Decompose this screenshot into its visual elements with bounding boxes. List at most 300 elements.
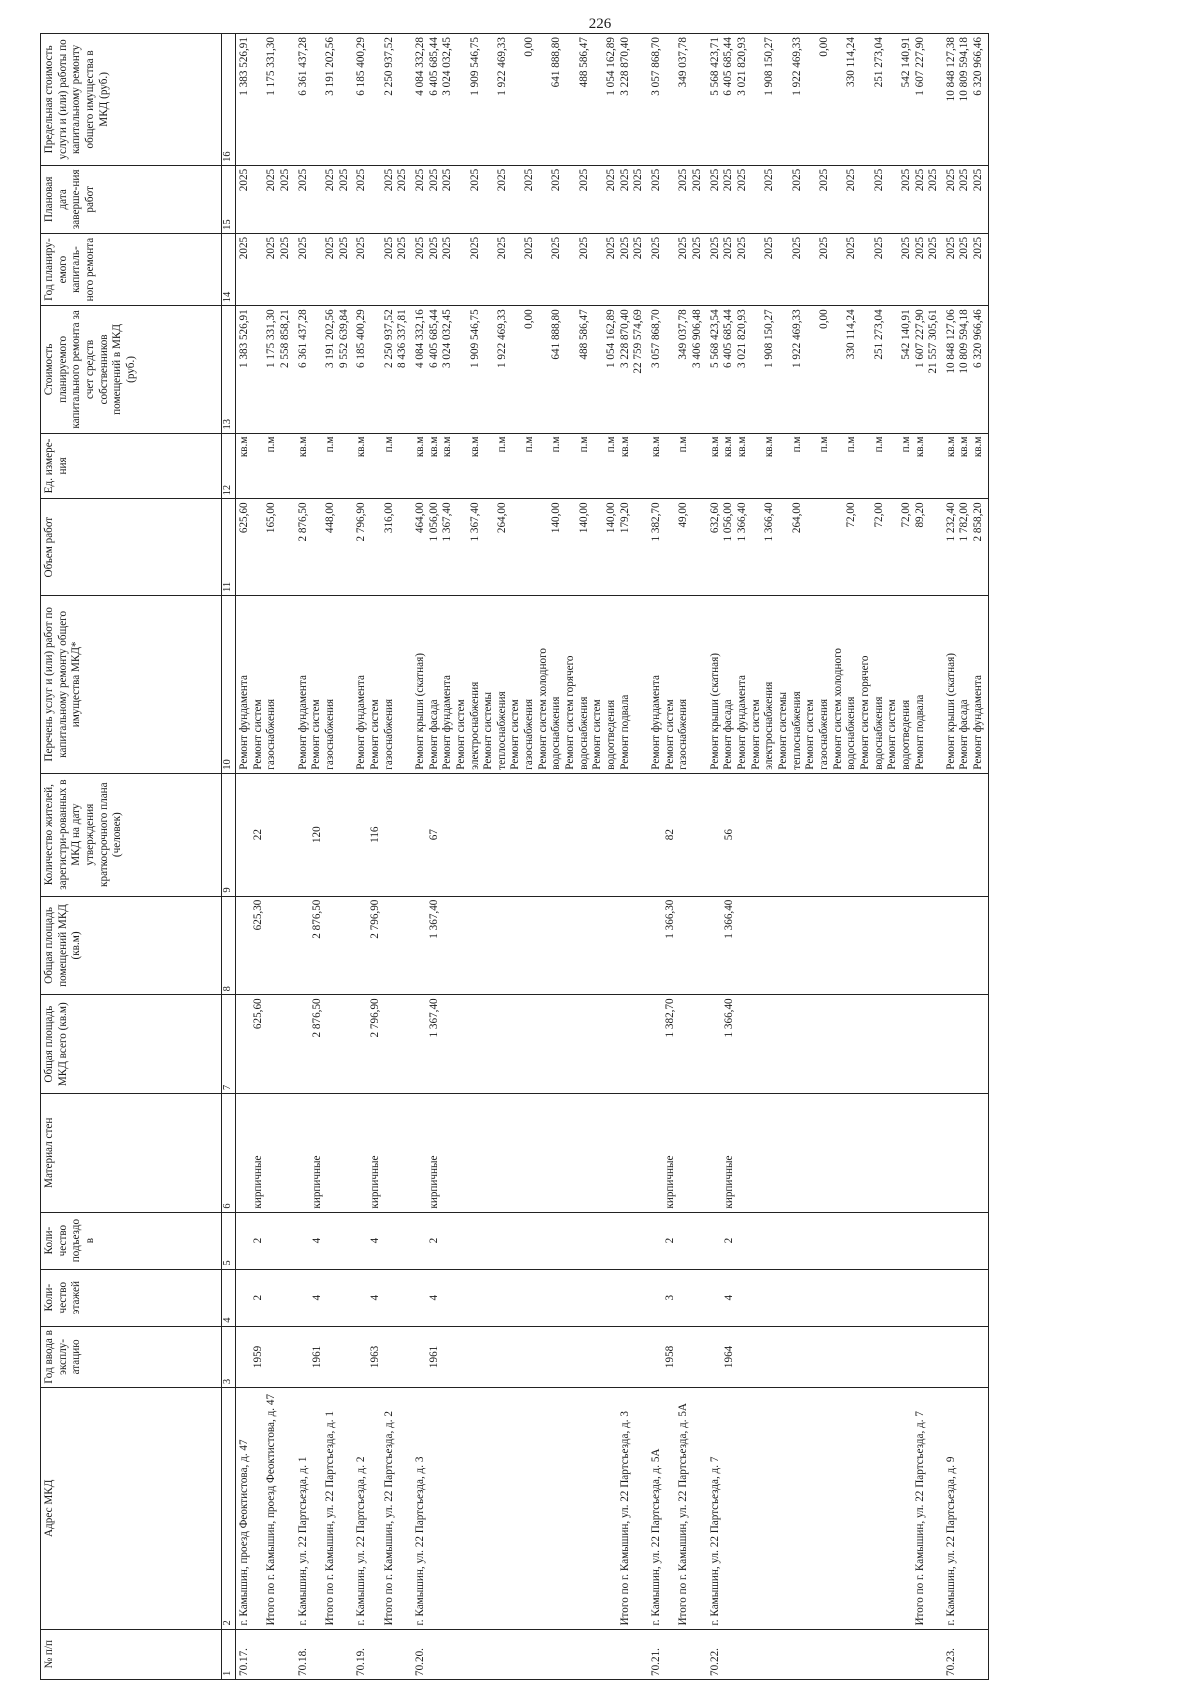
limit-cost-cell [236,34,295,166]
wall-material: кирпичные [427,1155,440,1209]
line-spacer [804,502,818,592]
column-number: 1 [222,1629,236,1679]
line-spacer [537,37,551,162]
line-spacer [564,237,578,302]
line-spacer [664,237,678,302]
repair-year-cell [648,233,707,305]
work-volume: 72,00 [872,502,885,528]
work-volume: 316,00 [382,502,395,534]
total-end-date: 2025 [396,168,409,192]
line-spacer [564,502,578,592]
total-area-cell [236,995,295,1094]
work-name: Ремонт систем холодного [536,648,549,770]
floors-count-cell [648,1269,707,1326]
work-name: газоснабжения [677,698,690,770]
table-row [648,34,707,1680]
row-number: 70.19. [355,1648,368,1676]
work-name: Ремонт фасада [722,699,735,770]
work-cost: 251 273,04 [872,309,885,360]
work-end-date: 2025 [382,168,395,192]
unit-cell [943,433,988,499]
wall-material-cell [353,1094,412,1213]
work-name: Ремонт фундамента [650,675,663,770]
line-spacer [252,237,266,302]
wall-material: кирпичные [664,1155,677,1209]
column-number: 4 [222,1269,236,1326]
total-label: Итого по г. Камышин, ул. 22 Партсъезда, д. 5А [677,1403,690,1626]
floors-count-cell [236,1269,295,1326]
header-row [41,34,222,1680]
wall-material-cell [412,1094,648,1213]
floors-count: 4 [310,1294,323,1301]
work-unit: п.м [899,436,912,453]
entrances-count-cell [412,1212,648,1269]
floors-count-cell [412,1269,648,1326]
floors-count: 2 [252,1294,264,1301]
work-unit: п.м [872,436,885,453]
column-header: Общая площадь помещений МКД (кв.м) [41,896,222,995]
work-limit-cost: 3 228 870,40 [618,37,631,96]
line-spacer [886,237,900,302]
total-end-date: 2025 [632,168,645,192]
line-spacer [369,37,383,162]
column-header: Перечень услуг и (или) работ по капитальному ремонту общего имущества МКД* [41,595,222,773]
work-repair-year: 2025 [790,236,803,260]
total-area: 2 796,90 [369,998,382,1038]
work-unit: кв.м [958,436,971,458]
work-unit: кв.м [468,436,481,458]
rooms-area-cell [295,896,354,995]
line-spacer [750,37,764,162]
work-cost: 6 405 685,44 [722,309,735,368]
work-end-date: 2025 [677,168,690,192]
total-area: 625,60 [252,998,264,1030]
work-unit: п.м [523,436,536,453]
line-spacer [537,502,551,592]
works-cell [943,595,988,773]
work-repair-year: 2025 [265,236,278,260]
line-spacer [591,437,605,496]
line-spacer [509,309,523,429]
unit-cell [648,433,707,499]
entrances-count-cell [353,1212,412,1269]
line-spacer [369,437,383,496]
work-repair-year: 2025 [605,236,618,260]
work-limit-cost: 6 361 437,28 [296,37,309,96]
line-spacer [777,169,791,230]
line-spacer [455,169,469,230]
work-repair-year: 2025 [323,236,336,260]
work-repair-year: 2025 [722,236,735,260]
residents-count: 82 [664,829,677,841]
work-limit-cost: 4 084 332,28 [413,37,426,96]
work-repair-year: 2025 [817,236,830,260]
address-spacer [958,1391,972,1625]
column-number: 9 [222,773,236,896]
work-volume: 1 056,00 [722,502,735,542]
work-limit-cost: 1 175 331,30 [265,37,278,96]
work-cost: 3 057 868,70 [650,309,663,368]
total-label: Итого по г. Камышин, проезд Феоктистова, д. 47 [265,1393,278,1626]
work-name: Ремонт систем [804,699,817,770]
work-cost: 2 250 937,52 [382,309,395,368]
rooms-area: 1 367,40 [427,899,440,939]
column-number: 6 [222,1094,236,1213]
work-volume: 464,00 [413,502,426,534]
cost-cell [648,306,707,433]
work-end-date: 2025 [735,168,748,192]
page-number: 226 [588,16,612,32]
work-name: Ремонт систем [454,699,467,770]
work-limit-cost: 6 320 966,46 [972,37,985,96]
work-end-date: 2025 [238,168,250,192]
end-date-cell [648,165,707,233]
rooms-area-cell [707,896,943,995]
column-number: 2 [222,1388,236,1629]
end-date-cell [295,165,354,233]
work-limit-cost: 0,00 [817,37,830,57]
work-cost: 1 908 150,27 [763,309,776,368]
cost-cell [707,306,943,433]
line-spacer [886,502,900,592]
repair-year-cell [236,233,295,305]
work-unit: кв.м [413,436,426,458]
work-end-date: 2025 [763,168,776,192]
row-number: 70.23. [944,1648,957,1676]
total-end-date: 2025 [691,168,703,192]
work-cost: 6 320 966,46 [972,309,985,368]
line-spacer [804,309,818,429]
line-spacer [859,437,873,496]
column-header: № п/п [41,1629,222,1679]
work-unit: кв.м [238,436,250,458]
work-name: водоснабжения [845,696,858,770]
commission-year: 1959 [252,1345,264,1369]
line-spacer [664,37,678,162]
line-spacer [859,169,873,230]
work-cost: 5 568 423,54 [708,309,721,368]
work-volume: 89,20 [913,502,926,528]
column-number: 7 [222,995,236,1094]
work-repair-year: 2025 [845,236,858,260]
work-end-date: 2025 [944,168,957,192]
work-cost: 1 922 469,33 [790,309,803,368]
line-spacer [509,237,523,302]
column-number: 15 [222,165,236,233]
line-spacer [591,502,605,592]
address-spacer [369,1391,383,1625]
work-name: Ремонт систем [886,699,899,770]
work-volume: 2 796,90 [355,502,368,542]
line-spacer [832,309,846,429]
work-volume: 2 876,50 [296,502,309,542]
line-spacer [482,37,496,162]
work-volume: 49,00 [677,502,690,528]
line-spacer [859,502,873,592]
work-limit-cost: 1 054 162,89 [605,37,618,96]
total-end-date: 2025 [278,168,291,192]
repair-year-cell [295,233,354,305]
work-volume: 632,60 [708,502,721,534]
limit-cost-cell [648,34,707,166]
work-limit-cost: 0,00 [523,37,536,57]
row-number: 70.18. [296,1648,309,1676]
work-volume: 179,20 [618,502,631,534]
address-cell [707,1388,943,1629]
work-name: Ремонт системы [482,691,495,770]
total-label: Итого по г. Камышин, ул. 22 Партсъезда, д. 1 [323,1411,336,1626]
residents-count: 67 [427,829,440,841]
total-area-cell [295,995,354,1094]
work-name: Ремонт фундамента [238,675,250,770]
work-volume: 1 056,00 [427,502,440,542]
work-end-date: 2025 [523,168,536,192]
work-limit-cost: 251 273,04 [872,37,885,88]
work-name: электроснабжения [468,681,481,770]
column-header: Количество жителей, зарегистри-рованных в МКД на дату утверждения краткосрочного плана (человек) [41,773,222,896]
column-number: 5 [222,1212,236,1269]
line-spacer [777,309,791,429]
line-spacer [564,37,578,162]
address-cell [236,1388,295,1629]
work-name: Ремонт систем [509,699,522,770]
floors-count: 4 [369,1294,382,1301]
work-repair-year: 2025 [495,236,508,260]
line-spacer [777,437,791,496]
work-repair-year: 2025 [872,236,885,260]
work-unit: кв.м [944,436,957,458]
end-date-cell [943,165,988,233]
table-row [353,34,412,1680]
line-spacer [509,437,523,496]
work-name: водоснабжения [577,696,590,770]
work-volume: 140,00 [605,502,618,534]
work-cost: 488 586,47 [577,309,590,360]
address-spacer [664,1391,678,1625]
work-end-date: 2025 [817,168,830,192]
commission-year: 1961 [427,1345,440,1369]
work-repair-year: 2025 [899,236,912,260]
entrances-count: 4 [310,1237,323,1244]
address-cell [412,1388,648,1629]
work-limit-cost: 3 024 032,45 [441,37,454,96]
total-label: Итого по г. Камышин, ул. 22 Партсъезда, д. 7 [914,1411,927,1626]
work-limit-cost: 10 809 594,18 [958,37,971,102]
work-repair-year: 2025 [763,236,776,260]
work-name: Ремонт фасада [958,699,971,770]
residents-count-cell [648,773,707,896]
work-limit-cost: 488 586,47 [577,37,590,88]
column-header: Коли-чество этажей [41,1269,222,1326]
volume-cell [648,499,707,596]
address-spacer [252,1391,266,1625]
work-name: Ремонт фундамента [735,675,748,770]
floors-count-cell [707,1269,943,1326]
residents-count-cell [353,773,412,896]
table-body [236,34,989,1680]
address-spacer [428,1391,620,1625]
work-cost: 3 024 032,45 [441,309,454,368]
work-name: теплоснабжения [790,691,803,770]
limit-cost-cell [707,34,943,166]
line-spacer [310,502,324,592]
work-unit: п.м [265,436,278,453]
work-volume [818,502,832,592]
work-unit: п.м [495,436,508,453]
work-volume: 1 366,40 [763,502,776,542]
line-spacer [252,502,266,592]
work-name: Ремонт крыши (скатная) [944,653,957,770]
work-limit-cost: 1 908 150,27 [763,37,776,96]
work-repair-year: 2025 [972,236,985,260]
column-header: Коли-чество подъездо в [41,1212,222,1269]
rotated-table-container [40,33,1200,1680]
line-spacer [886,37,900,162]
line-spacer [804,437,818,496]
total-cost: 3 406 906,48 [691,309,703,368]
wall-material: кирпичные [310,1155,323,1209]
work-cost: 1 909 546,75 [468,309,481,368]
work-repair-year: 2025 [958,236,971,260]
volume-cell [943,499,988,596]
work-limit-cost: 6 405 685,44 [722,37,735,96]
line-spacer [750,437,764,496]
work-end-date: 2025 [355,168,368,192]
total-repair-year: 2025 [927,236,940,260]
work-repair-year: 2025 [913,236,926,260]
work-name: водоотведения [899,699,912,770]
work-unit: кв.м [722,436,735,458]
work-cost: 6 405 685,44 [427,309,440,368]
volume-cell [707,499,943,596]
work-repair-year: 2025 [677,236,690,260]
work-end-date: 2025 [722,168,735,192]
residents-count-cell [412,773,648,896]
work-volume: 72,00 [899,502,912,528]
address: г. Камышин, проезд Феоктистова, д. 47 [238,1439,250,1626]
work-cost: 4 084 332,16 [413,309,426,368]
works-cell [295,595,354,773]
work-cost: 1 383 526,91 [238,309,250,368]
work-volume: 140,00 [577,502,590,534]
column-number: 3 [222,1326,236,1387]
total-area-cell [648,995,707,1094]
capital-repair-table [40,33,989,1680]
work-volume: 1 782,00 [958,502,971,542]
line-spacer [310,237,324,302]
work-limit-cost: 6 405 685,44 [427,37,440,96]
cost-cell [295,306,354,433]
address: г. Камышин, ул. 22 Партсъезда, д. 9 [944,1456,957,1626]
volume-cell [412,499,648,596]
rooms-area-cell [412,896,648,995]
volume-cell [236,499,295,596]
floors-count: 4 [427,1294,440,1301]
work-repair-year: 2025 [523,236,536,260]
line-spacer [252,437,266,496]
work-name: Ремонт систем [663,699,676,770]
commission-year: 1961 [310,1345,323,1369]
line-spacer [859,237,873,302]
work-end-date: 2025 [468,168,481,192]
column-header: Предельная стоимость услуги и (или) работы по капитальному ремонту общего имущества в МКД (руб.) [41,34,222,166]
work-name: Ремонт фундамента [972,675,985,770]
entrances-count-cell [943,1212,988,1269]
total-repair-year: 2025 [691,236,703,260]
address-cell [943,1388,988,1629]
limit-cost-cell [353,34,412,166]
commission-year: 1963 [369,1345,382,1369]
work-name: Ремонт подвала [913,694,926,770]
line-spacer [777,237,791,302]
work-limit-cost: 1 607 227,90 [913,37,926,96]
row-number: 70.20. [413,1648,426,1676]
end-date-cell [412,165,648,233]
work-end-date: 2025 [790,168,803,192]
total-end-date: 2025 [337,168,350,192]
work-end-date: 2025 [958,168,971,192]
line-spacer [252,37,266,162]
repair-year-cell [353,233,412,305]
work-unit: п.м [845,436,858,453]
work-end-date: 2025 [913,168,926,192]
works-cell [412,595,648,773]
unit-cell [707,433,943,499]
row-number-cell [353,1629,412,1679]
rooms-area: 625,30 [252,899,264,931]
line-spacer [482,309,496,429]
address: г. Камышин, ул. 22 Партсъезда, д. 3 [413,1456,426,1626]
work-cost: 10 809 594,18 [958,309,971,374]
commission-year-cell [295,1326,354,1387]
work-limit-cost: 6 185 400,29 [355,37,368,96]
work-volume: 1 367,40 [468,502,481,542]
repair-year-cell [943,233,988,305]
line-spacer [804,169,818,230]
line-spacer [482,437,496,496]
work-limit-cost: 3 021 820,93 [735,37,748,96]
work-cost: 10 848 127,06 [944,309,957,374]
line-spacer [886,169,900,230]
work-unit: п.м [550,436,563,453]
total-label: Итого по г. Камышин, ул. 22 Партсъезда, д. 2 [382,1411,395,1626]
address-spacer [310,1391,324,1625]
work-limit-cost: 1 922 469,33 [790,37,803,96]
work-name: водоснабжения [550,696,563,770]
commission-year-cell [353,1326,412,1387]
row-number-cell [295,1629,354,1679]
table-row [295,34,354,1680]
work-cost: 1 607 227,90 [913,309,926,368]
work-name: газоснабжения [323,698,336,770]
work-end-date: 2025 [845,168,858,192]
work-end-date: 2025 [495,168,508,192]
line-spacer [537,437,551,496]
line-spacer [369,237,383,302]
work-unit: п.м [382,436,395,453]
entrances-count-cell [295,1212,354,1269]
address: г. Камышин, ул. 22 Партсъезда, д. 2 [355,1456,368,1626]
work-repair-year: 2025 [427,236,440,260]
work-name: Ремонт системы [776,691,789,770]
work-name: электроснабжения [763,681,776,770]
column-number: 13 [222,306,236,433]
work-volume: 625,60 [238,502,250,534]
commission-year: 1964 [722,1345,735,1369]
line-spacer [859,37,873,162]
row-number-cell [943,1629,988,1679]
line-spacer [664,437,678,496]
